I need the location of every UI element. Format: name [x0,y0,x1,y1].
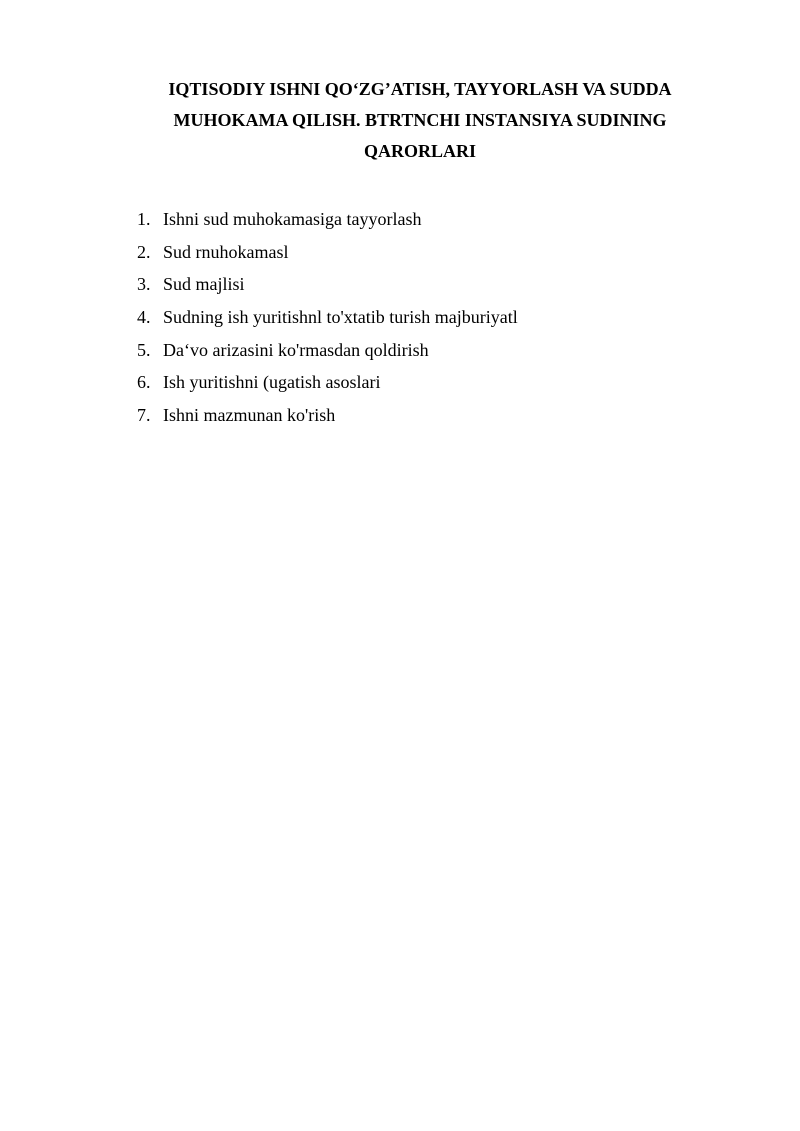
list-item-text: Ishni sud muhokamasiga tayyorlash [163,209,422,229]
list-item-number: 5. [137,339,151,360]
list-item-number: 4. [137,307,151,328]
list-item [137,236,518,269]
list-item-number: 1. [137,209,151,229]
list-item [137,334,518,367]
list-item [137,301,518,334]
list-item-text: Ishni mazmunan ko'rish [163,405,336,426]
list-item-number: 2. [137,241,151,262]
list-item-text: Sud majlisi [163,274,245,295]
document-title: IQTISODIY ISHNI QO‘ZG’ATISH, TAYYORLASH VA SUDDA MUHOKAMA QILISH. BTRTNCHI INSTANSIYA SUDINING QARORLARI [168,79,672,161]
list-item [137,203,518,236]
list-item [137,399,518,432]
list-item [137,366,518,399]
list-item-number: 7. [137,405,151,426]
topic-list [137,203,518,432]
list-item-text: Sudning ish yuritishnl to'xtatib turish majburiyatl [163,307,518,328]
list-item-number: 6. [137,372,151,393]
list-item-text: Sud rnuhokamasl [163,241,289,262]
list-item-text: Ish yuritishni (ugatish asoslari [163,372,381,393]
list-item [137,268,518,301]
list-item-number: 3. [137,274,151,295]
list-item-text: Da‘vo arizasini ko'rmasdan qoldirish [163,339,429,360]
